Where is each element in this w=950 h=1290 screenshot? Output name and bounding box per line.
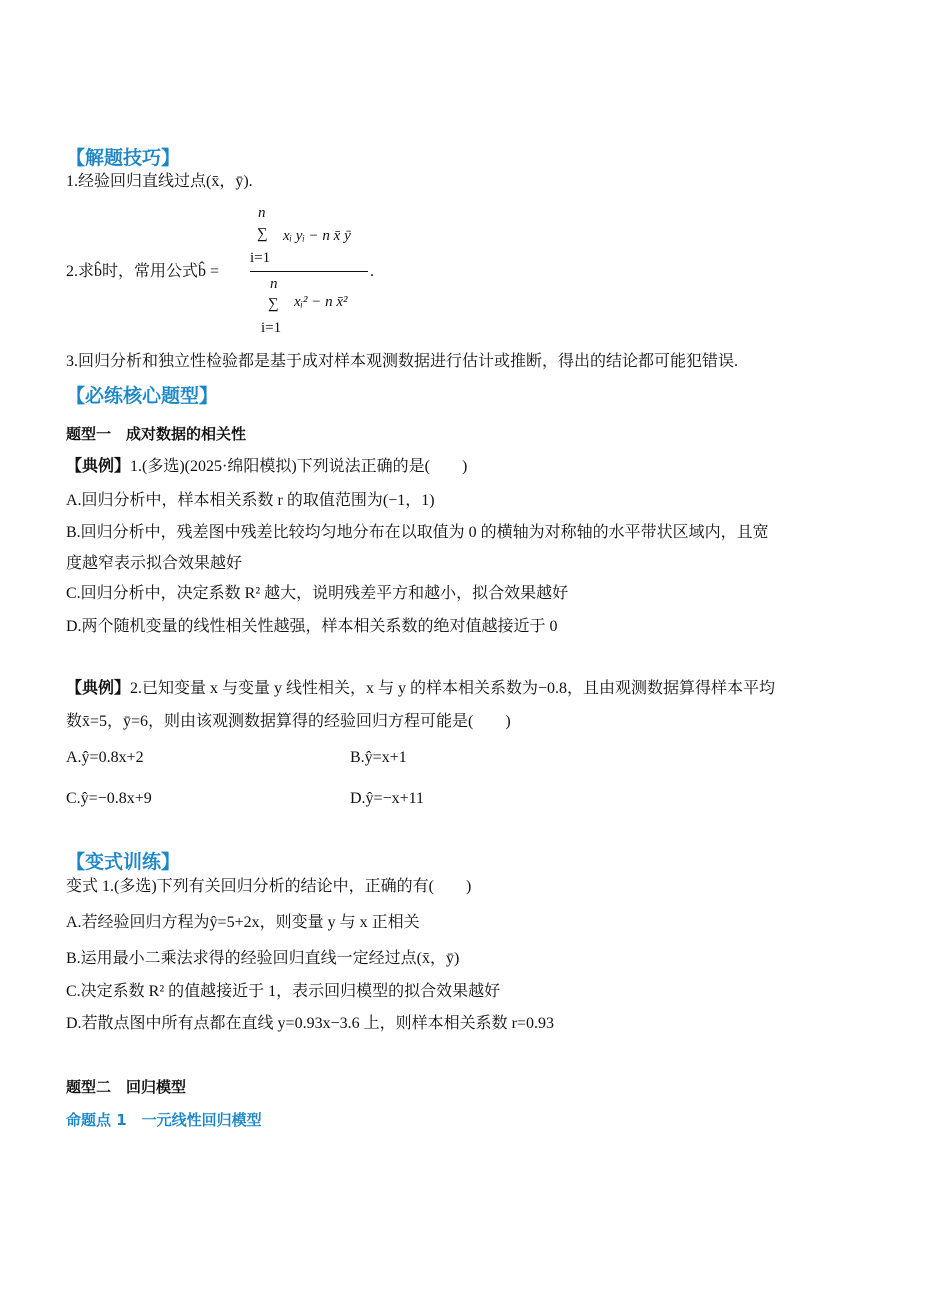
example-1-option-b-line1: B.回归分析中，残差图中残差比较均匀地分布在以取值为 0 的横轴为对称轴的水平带状区域内，且宽	[66, 524, 769, 541]
formula-num-upper: n	[258, 205, 266, 221]
variant-heading: 【变式训练】	[66, 851, 181, 873]
formula-den-lower: i=1	[261, 320, 282, 336]
formula-den-upper: n	[270, 276, 278, 292]
example-2-option-c: C.ŷ=−0.8x+9	[66, 790, 152, 807]
formula-num-lower: i=1	[250, 250, 271, 266]
example-1-option-c: C.回归分析中，决定系数 R² 越大，说明残差平方和越小，拟合效果越好	[66, 585, 569, 602]
example-2-stem-line1	[66, 679, 775, 699]
example-2-stem-line2: 数x̄=5，ȳ=6，则由该观测数据算得的经验回归方程可能是( )	[66, 713, 511, 730]
formula-den-expr: xᵢ² − n x̄²	[294, 294, 348, 310]
formula-num-sum: ∑	[257, 226, 268, 242]
example-2-option-a: A.ŷ=0.8x+2	[66, 749, 144, 766]
example-1-question: 1.(多选)(2025·绵阳模拟)下列说法正确的是( )	[130, 458, 468, 475]
example-2-option-d: D.ŷ=−x+11	[350, 790, 425, 807]
example-label: 【典例】	[66, 458, 131, 475]
formula-num-expr: xᵢ yᵢ − n x̄ ȳ	[283, 228, 351, 244]
example-label: 【典例】	[66, 680, 131, 697]
variant-1-option-a: A.若经验回归方程为ŷ=5+2x，则变量 y 与 x 正相关	[66, 914, 420, 931]
variant-1-stem: 变式 1.(多选)下列有关回归分析的结论中，正确的有( )	[66, 878, 472, 895]
example-1-option-d: D.两个随机变量的线性相关性越强，样本相关系数的绝对值越接近于 0	[66, 618, 558, 635]
formula-den-sum: ∑	[268, 296, 279, 312]
variant-1-option-b: B.运用最小二乘法求得的经验回归直线一定经过点(x̄，ȳ)	[66, 950, 460, 967]
type-2-subtitle: 命题点 1 一元线性回归模型	[66, 1111, 262, 1129]
tip-2-prefix: 2.求b̂时，常用公式b̂ =	[66, 263, 220, 280]
variant-1-option-d: D.若散点图中所有点都在直线 y=0.93x−3.6 上，则样本相关系数 r=0.93	[66, 1015, 554, 1032]
example-2-option-b: B.ŷ=x+1	[350, 749, 407, 766]
tip-1: 1.经验回归直线过点(x̄，ȳ).	[66, 173, 253, 190]
type-1-title: 题型一 成对数据的相关性	[66, 425, 247, 443]
example-1-option-b-line2: 度越窄表示拟合效果越好	[66, 555, 243, 572]
variant-1-option-c: C.决定系数 R² 的值越接近于 1，表示回归模型的拟合效果越好	[66, 983, 501, 1000]
fraction-bar	[250, 271, 368, 272]
example-2-question: 2.已知变量 x 与变量 y 线性相关，x 与 y 的样本相关系数为−0.8，且由观测数据算得样本平均	[130, 680, 776, 697]
core-heading: 【必练核心题型】	[66, 385, 219, 407]
type-2-title: 题型二 回归模型	[66, 1078, 187, 1096]
tips-heading: 【解题技巧】	[66, 147, 181, 169]
tip-2-suffix: .	[370, 263, 374, 280]
example-1-stem	[66, 457, 467, 477]
tip-3: 3.回归分析和独立性检验都是基于成对样本观测数据进行估计或推断，得出的结论都可能犯错误.	[66, 353, 739, 370]
example-1-option-a: A.回归分析中，样本相关系数 r 的取值范围为(−1，1)	[66, 492, 435, 509]
